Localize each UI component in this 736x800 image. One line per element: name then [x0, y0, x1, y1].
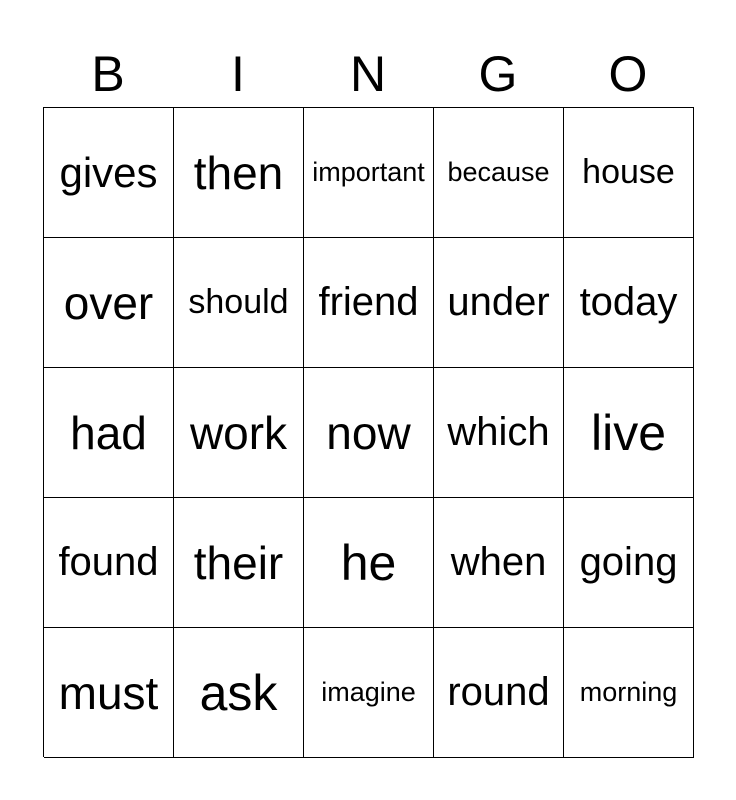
bingo-cell[interactable]: under	[434, 238, 564, 368]
bingo-cell[interactable]: because	[434, 108, 564, 238]
bingo-cell[interactable]: when	[434, 498, 564, 628]
bingo-cell[interactable]: today	[564, 238, 694, 368]
bingo-cell[interactable]: over	[44, 238, 174, 368]
header-letter-b: B	[91, 46, 125, 102]
bingo-cell[interactable]: going	[564, 498, 694, 628]
bingo-cell[interactable]: ask	[174, 628, 304, 758]
header-letter-o: O	[608, 46, 648, 102]
bingo-cell[interactable]: should	[174, 238, 304, 368]
bingo-cell[interactable]: imagine	[304, 628, 434, 758]
bingo-header	[43, 44, 693, 104]
bingo-cell[interactable]: important	[304, 108, 434, 238]
bingo-cell[interactable]: which	[434, 368, 564, 498]
bingo-cell[interactable]: live	[564, 368, 694, 498]
bingo-grid	[43, 107, 694, 757]
bingo-cell[interactable]: then	[174, 108, 304, 238]
header-letter-n: N	[349, 46, 387, 102]
bingo-cell[interactable]: morning	[564, 628, 694, 758]
bingo-cell[interactable]: their	[174, 498, 304, 628]
bingo-cell[interactable]: work	[174, 368, 304, 498]
bingo-cell[interactable]: found	[44, 498, 174, 628]
bingo-cell[interactable]: he	[304, 498, 434, 628]
bingo-cell[interactable]: friend	[304, 238, 434, 368]
header-letter-i: I	[231, 46, 245, 102]
bingo-cell[interactable]: now	[304, 368, 434, 498]
bingo-cell[interactable]: gives	[44, 108, 174, 238]
bingo-cell[interactable]: round	[434, 628, 564, 758]
bingo-cell[interactable]: house	[564, 108, 694, 238]
header-letter-g: G	[478, 46, 518, 102]
bingo-cell[interactable]: had	[44, 368, 174, 498]
bingo-cell[interactable]: must	[44, 628, 174, 758]
